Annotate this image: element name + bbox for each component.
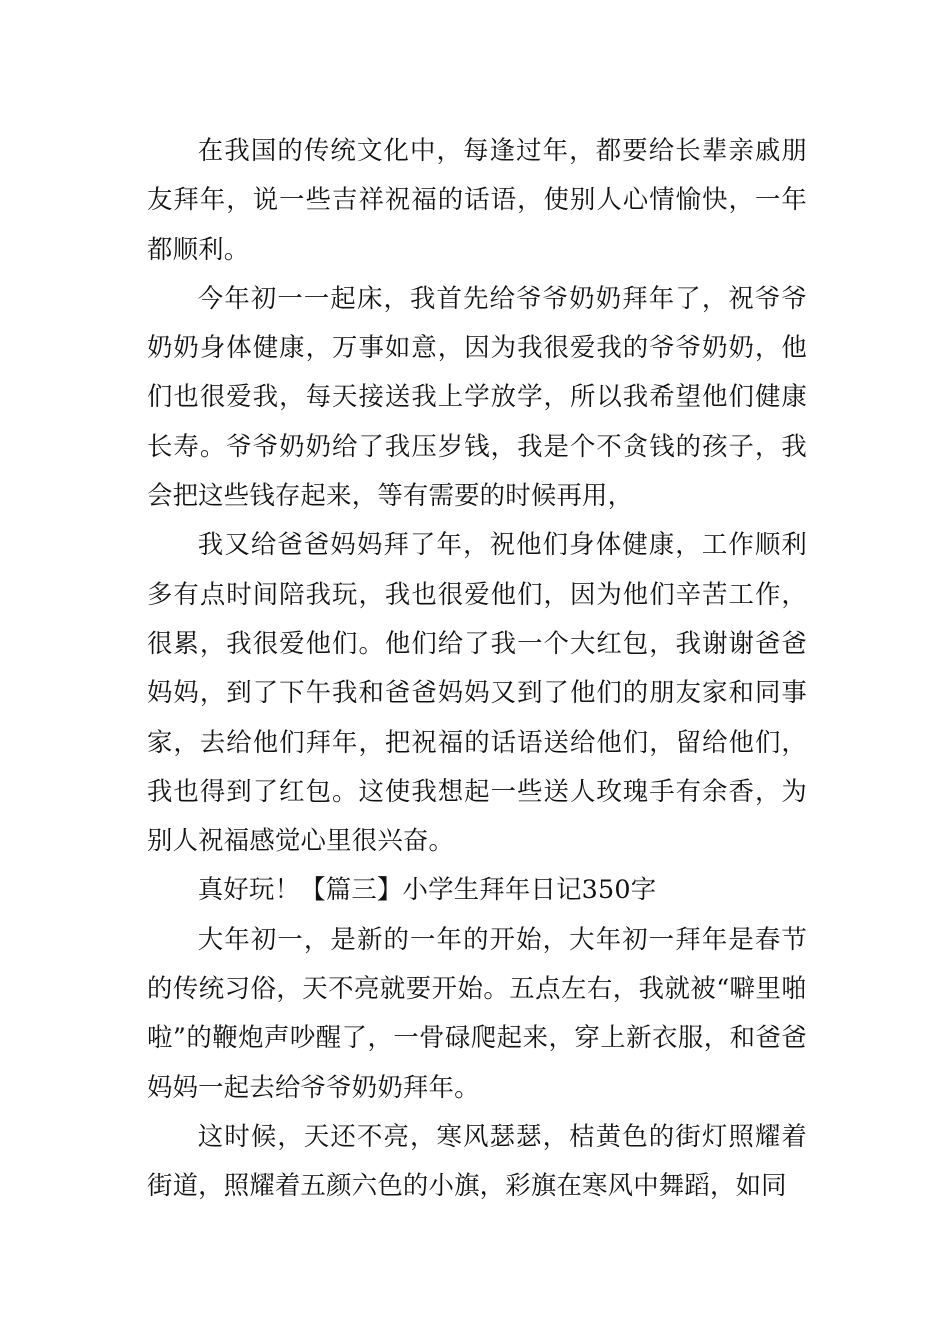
paragraph-3: 我又给爸爸妈妈拜了年，祝他们身体健康，工作顺利多有点时间陪我玩，我也很爱他们，因为他们辛苦工作，很累，我很爱他们。他们给了我一个大红包，我谢谢爸爸妈妈，到了下午我和爸爸妈妈又到了他们的朋友家和同事家，去给他们拜年，把祝福的话语送给他们，留给他们，我也得到了红包。这使我想起一些送人玫瑰手有余香，为别人祝福感觉心里很兴奋。 <box>147 529 807 856</box>
paragraph-5: 这时候，天还不亮，寒风瑟瑟，桔黄色的街灯照耀着街道，照耀着五颜六色的小旗，彩旗在寒风中舞蹈，如同 <box>147 1120 807 1201</box>
paragraph-2: 今年初一一起床，我首先给爷爷奶奶拜年了，祝爷爷奶奶身体健康，万事如意，因为我很爱我的爷爷奶奶，他们也很爱我，每天接送我上学放学，所以我希望他们健康长寿。爷爷奶奶给了我压岁钱，我是个不贪钱的孩子，我会把这些钱存起来，等有需要的时候再用， <box>147 282 807 511</box>
paragraph-1: 在我国的传统文化中，每逢过年，都要给长辈亲戚朋友拜年，说一些吉祥祝福的话语，使别人心情愉快，一年都顺利。 <box>147 135 807 264</box>
section-heading: 真好玩！【篇三】小学生拜年日记350字 <box>197 874 657 905</box>
document-body <box>147 126 807 1211</box>
paragraph-4: 大年初一，是新的一年的开始，大年初一拜年是春节的传统习俗，天不亮就要开始。五点左右，我就被“噼里啪啦”的鞭炮声吵醒了，一骨碌爬起来，穿上新衣服，和爸爸妈妈一起去给爷爷奶奶拜年。 <box>147 923 807 1102</box>
